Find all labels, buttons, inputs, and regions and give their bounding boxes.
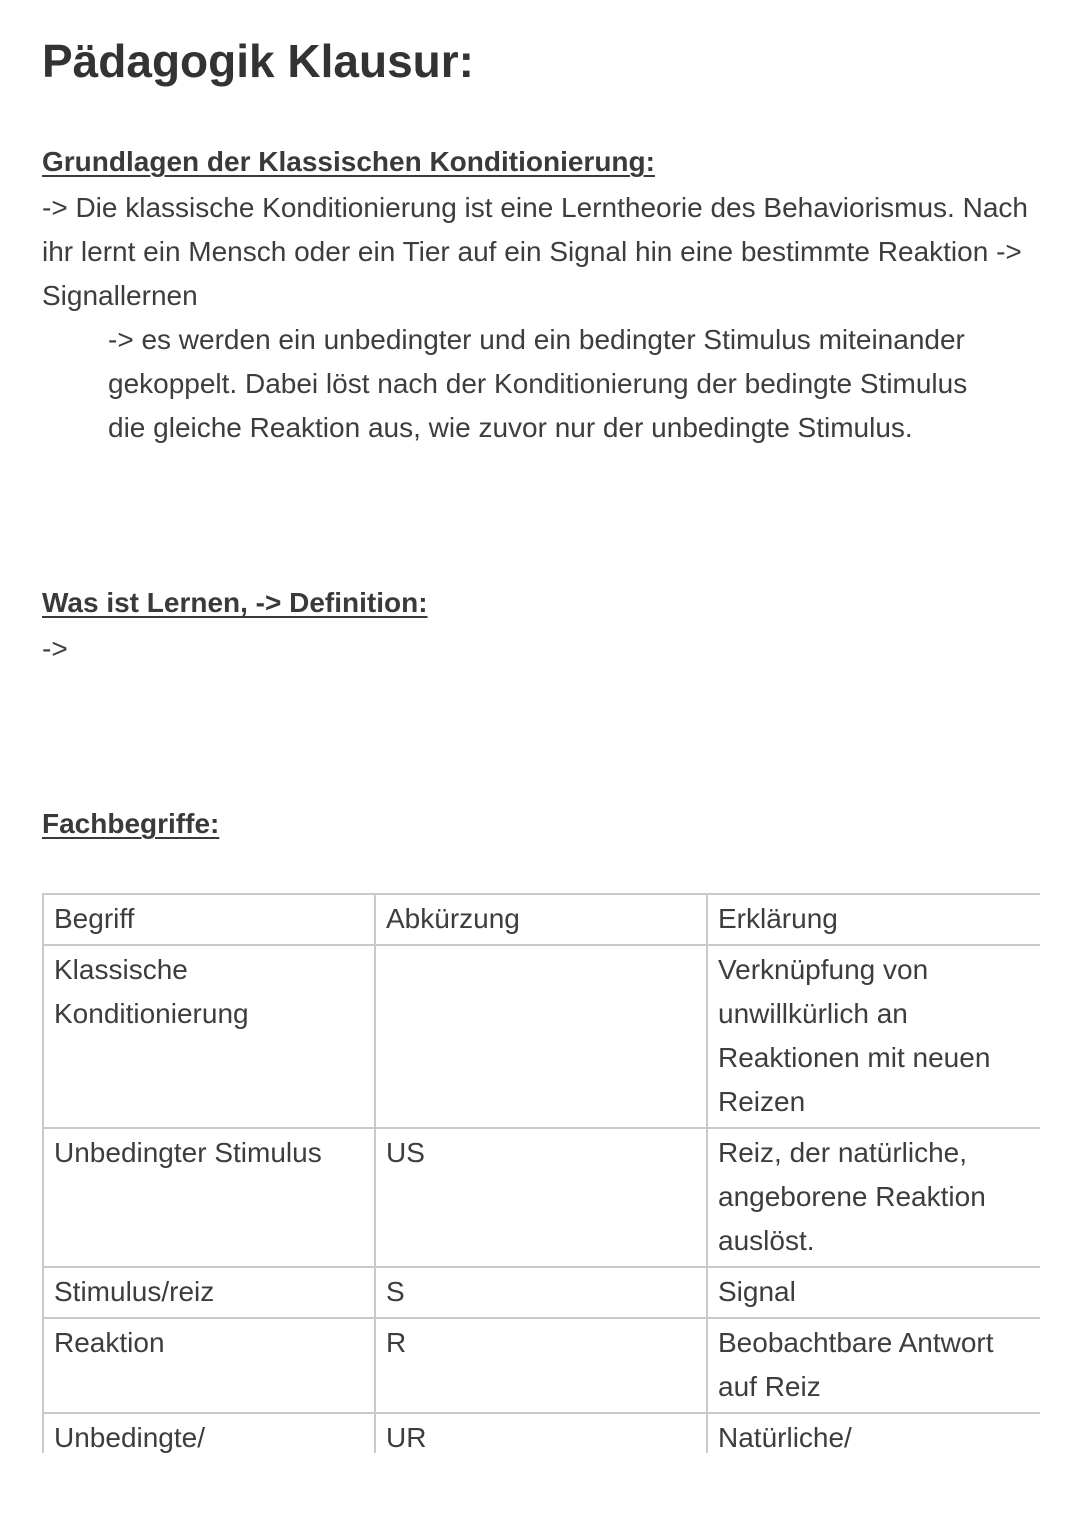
grundlagen-paragraph: -> Die klassische Konditionierung ist eine Lerntheorie des Behaviorismus. Nach ihr lernt ein Mensch oder ein Tier auf ein Signal hin eine bestimmte Reaktion -> Signallernen <box>42 192 1028 311</box>
table-cell-erklaerung: Natürliche/ <box>707 1413 1040 1453</box>
section-heading-grundlagen: Grundlagen der Klassischen Konditionierung: <box>42 146 655 177</box>
table-cell-erklaerung: Beobachtbare Antwort auf Reiz <box>707 1318 1040 1413</box>
table-cell-begriff: Stimulus/reiz <box>43 1267 375 1318</box>
table-cell-erklaerung: Verknüpfung von unwillkürlich an Reaktionen mit neuen Reizen <box>707 945 1040 1128</box>
table-cell-begriff: Klassische Konditionierung <box>43 945 375 1128</box>
table-cell-begriff: Unbedingter Stimulus <box>43 1128 375 1267</box>
table-cell-begriff: Reaktion <box>43 1318 375 1413</box>
table-cell-erklaerung: Reiz, der natürliche, angeborene Reaktion auslöst. <box>707 1128 1040 1267</box>
table-cell-abkuerzung: UR <box>375 1413 707 1453</box>
table-row <box>43 1267 1040 1318</box>
table-header-cell: Abkürzung <box>375 894 707 945</box>
table-row <box>43 1413 1040 1453</box>
table-cell-abkuerzung: US <box>375 1128 707 1267</box>
table-cell-erklaerung: Signal <box>707 1267 1040 1318</box>
section-heading-fachbegriffe: Fachbegriffe: <box>42 808 220 839</box>
table-row <box>43 1128 1040 1267</box>
table-cell-begriff: Unbedingte/ <box>43 1413 375 1453</box>
table-header-cell: Begriff <box>43 894 375 945</box>
table-row <box>43 945 1040 1128</box>
table-cell-abkuerzung: S <box>375 1267 707 1318</box>
table-row <box>43 1318 1040 1413</box>
definition-paragraph: -> <box>42 633 68 664</box>
table-cell-abkuerzung <box>375 945 707 1128</box>
page-title: Pädagogik Klausur: <box>42 35 474 87</box>
table-header-cell: Erklärung <box>707 894 1040 945</box>
terms-table-container <box>42 893 1040 1453</box>
section-heading-definition: Was ist Lernen, -> Definition: <box>42 587 428 618</box>
table-header-row <box>43 894 1040 945</box>
terms-table <box>42 893 1040 1453</box>
grundlagen-indented-paragraph: -> es werden ein unbedingter und ein bedingter Stimulus miteinander gekoppelt. Dabei löst nach der Konditionierung der bedingte Stimulus die gleiche Reaktion aus, wie zuvor nur der unbedingte Stimulus. <box>108 324 968 443</box>
table-cell-abkuerzung: R <box>375 1318 707 1413</box>
